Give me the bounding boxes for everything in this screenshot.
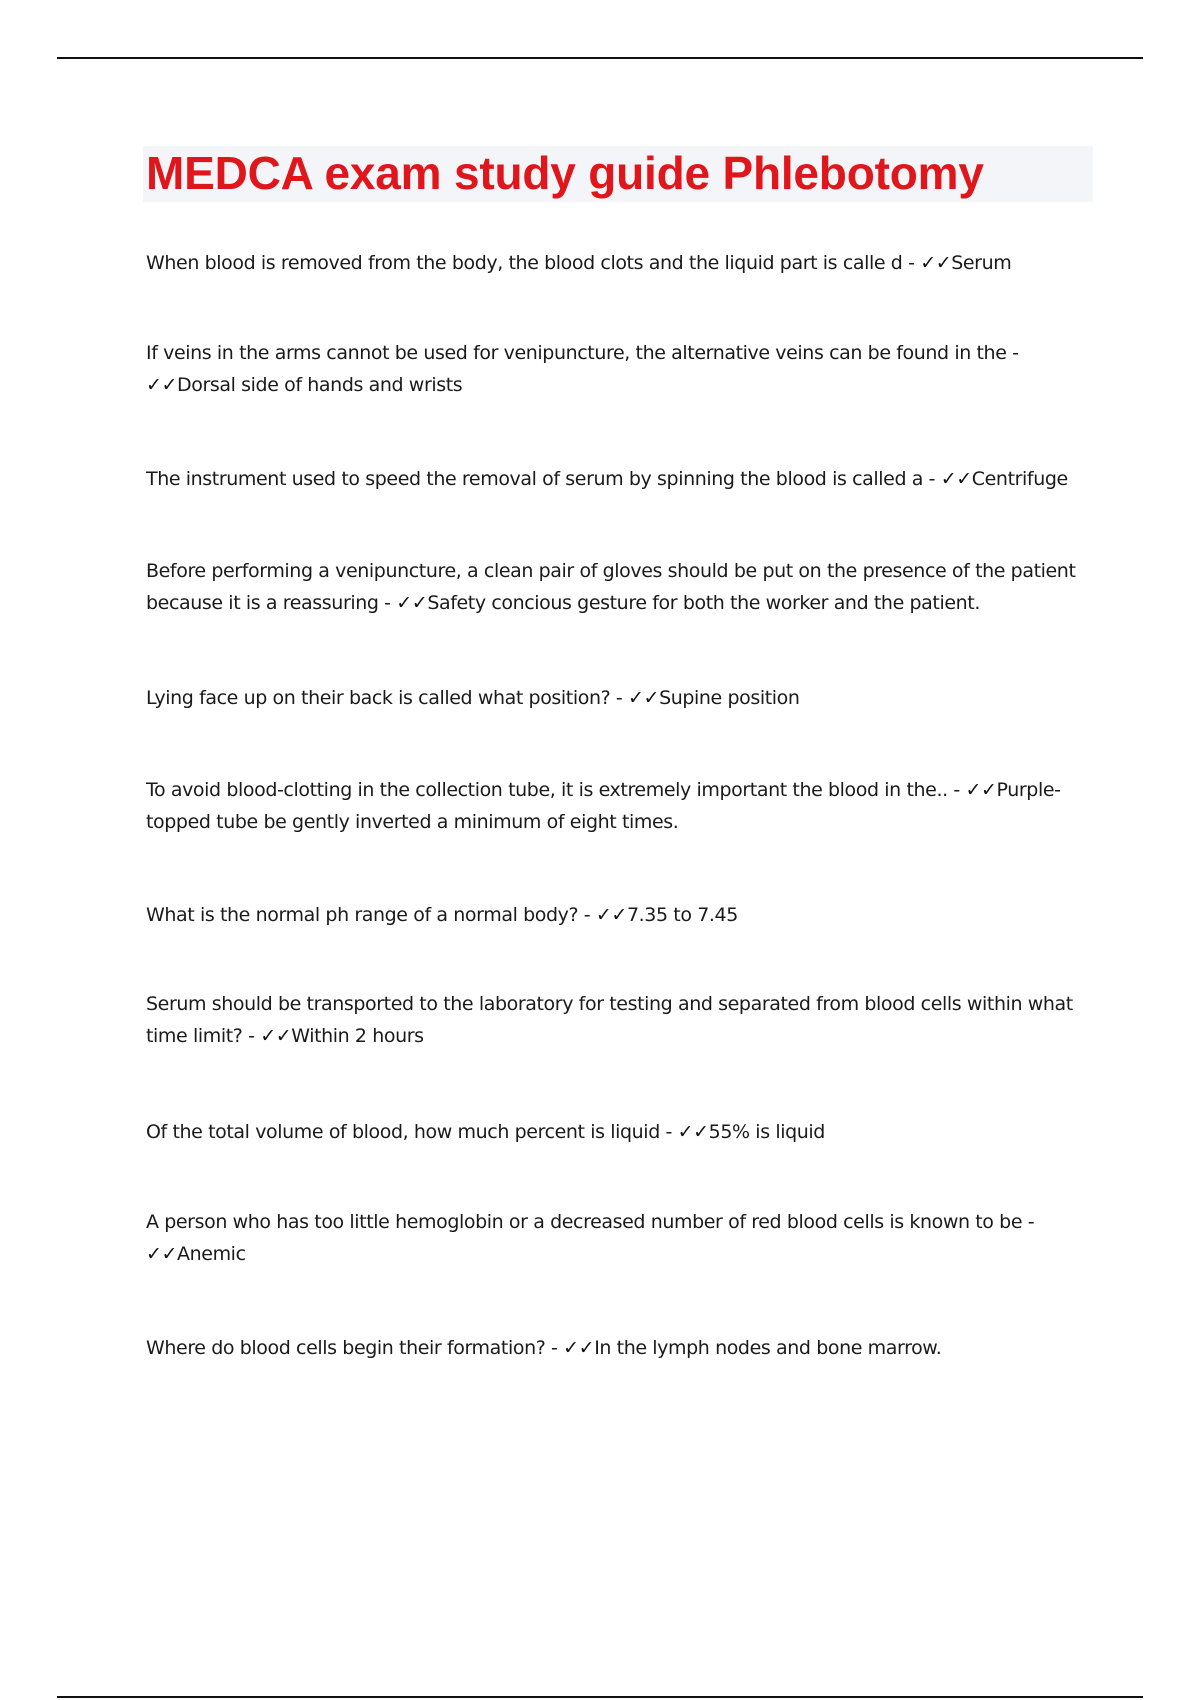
check-icon: ✓✓ bbox=[563, 1337, 595, 1359]
qa-item bbox=[146, 337, 1096, 401]
question-text: Before performing a venipuncture, a clean pair of gloves should be put on the presence of the patient because it is a reassuring - bbox=[146, 560, 1076, 614]
check-icon: ✓✓ bbox=[965, 779, 997, 801]
question-text: Where do blood cells begin their formation? - bbox=[146, 1337, 564, 1359]
qa-item bbox=[146, 988, 1096, 1052]
question-text: A person who has too little hemoglobin or a decreased number of red blood cells is known to be - bbox=[146, 1211, 1035, 1233]
check-icon: ✓✓ bbox=[146, 1243, 178, 1265]
answer-text: Safety concious gesture for both the worker and the patient. bbox=[427, 592, 980, 614]
question-text: Lying face up on their back is called what position? - bbox=[146, 687, 629, 709]
bottom-rule bbox=[57, 1696, 1143, 1698]
qa-item bbox=[146, 247, 1096, 279]
answer-text: In the lymph nodes and bone marrow. bbox=[594, 1337, 942, 1359]
check-icon: ✓✓ bbox=[396, 592, 428, 614]
document-title: MEDCA exam study guide Phlebotomy bbox=[146, 147, 984, 199]
question-text: What is the normal ph range of a normal body? - bbox=[146, 904, 596, 926]
answer-text: Purple-topped tube be gently inverted a minimum of eight times. bbox=[146, 779, 1061, 833]
question-text: The instrument used to speed the removal of serum by spinning the blood is called a - bbox=[146, 468, 941, 490]
question-text: When blood is removed from the body, the blood clots and the liquid part is calle d - bbox=[146, 252, 921, 274]
check-icon: ✓✓ bbox=[677, 1121, 709, 1143]
qa-item bbox=[146, 555, 1096, 619]
question-text: Of the total volume of blood, how much percent is liquid - bbox=[146, 1121, 678, 1143]
check-icon: ✓✓ bbox=[260, 1025, 292, 1047]
answer-text: 55% is liquid bbox=[708, 1121, 825, 1143]
answer-text: Serum bbox=[951, 252, 1012, 274]
qa-item bbox=[146, 1332, 1096, 1364]
qa-item bbox=[146, 1116, 1096, 1148]
check-icon: ✓✓ bbox=[595, 904, 627, 926]
qa-item bbox=[146, 899, 1096, 931]
qa-item bbox=[146, 463, 1096, 495]
qa-item bbox=[146, 774, 1096, 838]
question-text: Serum should be transported to the laboratory for testing and separated from blood cells within what time limit? - bbox=[146, 993, 1073, 1047]
qa-item bbox=[146, 1206, 1096, 1270]
answer-text: 7.35 to 7.45 bbox=[626, 904, 738, 926]
top-rule bbox=[57, 57, 1143, 59]
answer-text: Centrifuge bbox=[971, 468, 1068, 490]
question-text: To avoid blood-clotting in the collection tube, it is extremely important the blood in the.. - bbox=[146, 779, 966, 801]
qa-item bbox=[146, 682, 1096, 714]
check-icon: ✓✓ bbox=[940, 468, 972, 490]
answer-text: Supine position bbox=[659, 687, 800, 709]
check-icon: ✓✓ bbox=[146, 374, 178, 396]
check-icon: ✓✓ bbox=[628, 687, 660, 709]
answer-text: Within 2 hours bbox=[291, 1025, 424, 1047]
question-text: If veins in the arms cannot be used for venipuncture, the alternative veins can be found in the - bbox=[146, 342, 1019, 364]
answer-text: Anemic bbox=[177, 1243, 246, 1265]
answer-text: Dorsal side of hands and wrists bbox=[177, 374, 463, 396]
check-icon: ✓✓ bbox=[920, 252, 952, 274]
